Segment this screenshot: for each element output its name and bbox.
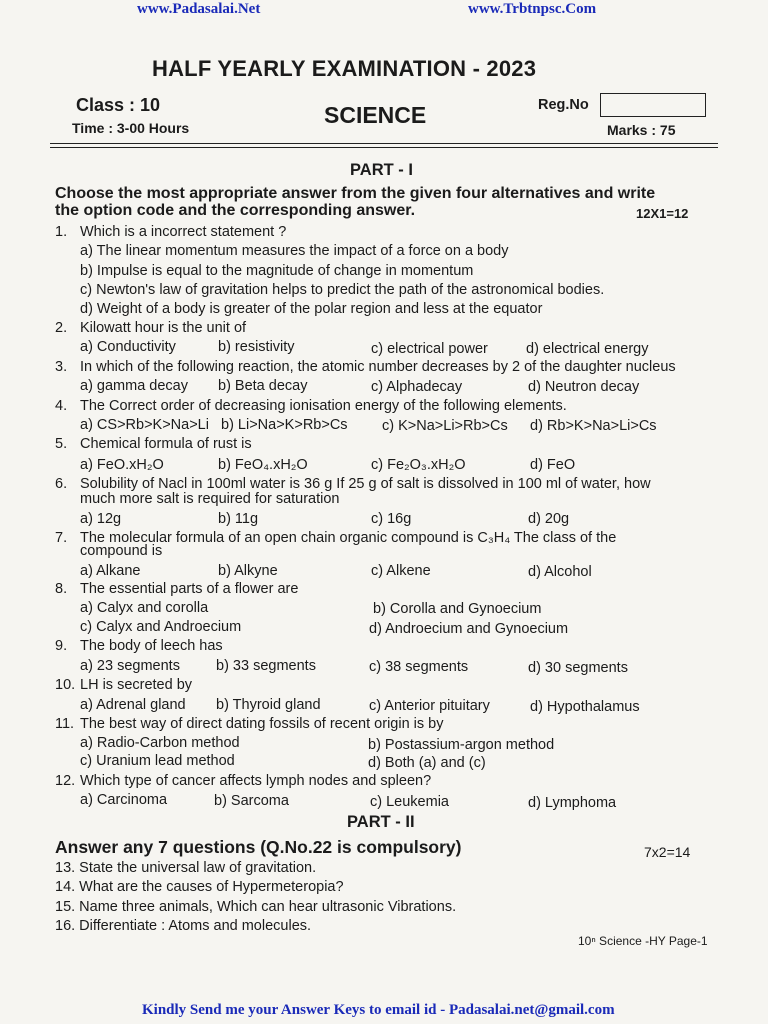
q6-option-d: d) 20g — [528, 511, 570, 527]
header-divider-bottom — [50, 147, 718, 148]
part2-question-16: 16. Differentiate : Atoms and molecules. — [55, 918, 312, 934]
part2-question-15: 15. Name three animals, Which can hear ultrasonic Vibrations. — [55, 899, 457, 915]
q3-text: In which of the following reaction, the atomic number decreases by 2 of the daughter nucleus — [80, 359, 676, 375]
q12-option-b: b) Sarcoma — [214, 793, 289, 809]
header-divider-top — [50, 143, 718, 144]
q6-option-b: b) 11g — [218, 511, 259, 527]
q6-option-a: a) 12g — [80, 511, 122, 527]
q3-option-c: c) Alphadecay — [371, 379, 463, 395]
class-label: Class : 10 — [76, 95, 161, 115]
q1-option-c: c) Newton's law of gravitation helps to predict the path of the astronomical bodies. — [80, 282, 605, 298]
bottom-email-link[interactable]: Kindly Send me your Answer Keys to email id - Padasalai.net@gmail.com — [142, 1002, 615, 1018]
q7-option-c: c) Alkene — [371, 563, 431, 579]
part1-instruction-line1: Choose the most appropriate answer from the given four alternatives and write — [55, 185, 656, 202]
q7-text: The molecular formula of an open chain organic compound is C₃H₄ The class of the — [80, 530, 617, 546]
q5-option-b: b) FeO₄.xH₂O — [218, 457, 308, 473]
q10-number: 10. — [55, 677, 76, 693]
q8-number: 8. — [55, 581, 68, 597]
q7-option-b: b) Alkyne — [218, 563, 278, 579]
q10-option-a: a) Adrenal gland — [80, 697, 186, 713]
q5-text: Chemical formula of rust is — [80, 436, 252, 452]
part2-instruction: Answer any 7 questions (Q.No.22 is compulsory) — [55, 837, 462, 857]
q1-option-b: b) Impulse is equal to the magnitude of change in momentum — [80, 263, 474, 279]
q7-option-d: d) Alcohol — [528, 564, 592, 580]
q6-option-c: c) 16g — [371, 511, 412, 527]
top-link-trbtnpsc[interactable]: www.Trbtnpsc.Com — [468, 1, 597, 17]
q10-option-d: d) Hypothalamus — [530, 699, 640, 715]
q12-option-a: a) Carcinoma — [80, 792, 168, 808]
top-link-padasalai[interactable]: www.Padasalai.Net — [137, 1, 261, 17]
q3-option-a: a) gamma decay — [80, 378, 188, 394]
q4-option-b: b) Li>Na>K>Rb>Cs — [221, 417, 348, 433]
q2-option-a: a) Conductivity — [80, 339, 176, 355]
q2-option-d: d) electrical energy — [526, 341, 649, 357]
q4-text: The Correct order of decreasing ionisation energy of the following elements. — [80, 398, 567, 414]
q4-option-a: a) CS>Rb>K>Na>Li — [80, 417, 209, 433]
q1-option-d: d) Weight of a body is greater of the polar region and less at the equator — [80, 301, 543, 317]
part1-heading: PART - I — [350, 161, 413, 179]
q1-text: Which is a incorrect statement ? — [80, 224, 287, 240]
reg-no-label: Reg.No — [538, 97, 589, 113]
q9-number: 9. — [55, 638, 68, 654]
q6-text: Solubility of Nacl in 100ml water is 36 g If 25 g of salt is dissolved in 100 ml of water, how — [80, 476, 651, 492]
part1-marks: 12X1=12 — [636, 206, 689, 221]
q11-option-c: c) Uranium lead method — [80, 753, 235, 769]
part2-question-14: 14. What are the causes of Hypermeteropia? — [55, 879, 344, 895]
q12-number: 12. — [55, 773, 76, 789]
page-footer: 10ⁿ Science -HY Page-1 — [578, 934, 708, 948]
q8-option-b: b) Corolla and Gynoecium — [373, 601, 542, 617]
q5-option-a: a) FeO.xH₂O — [80, 457, 164, 473]
q4-option-c: c) K>Na>Li>Rb>Cs — [382, 418, 508, 434]
q9-option-a: a) 23 segments — [80, 658, 180, 674]
q9-text: The body of leech has — [80, 638, 223, 654]
part2-heading: PART - II — [347, 813, 415, 831]
q8-option-d: d) Androecium and Gynoecium — [369, 621, 569, 637]
marks-label: Marks : 75 — [607, 122, 676, 138]
q5-number: 5. — [55, 436, 68, 452]
q6-number: 6. — [55, 476, 68, 492]
q9-option-d: d) 30 segments — [528, 660, 628, 676]
q12-option-c: c) Leukemia — [370, 794, 449, 810]
q12-text: Which type of cancer affects lymph nodes and spleen? — [80, 773, 432, 789]
q11-number: 11. — [55, 716, 75, 732]
q11-option-d: d) Both (a) and (c) — [368, 755, 486, 771]
time-label: Time : 3-00 Hours — [72, 120, 190, 136]
q11-option-b: b) Postassium-argon method — [368, 737, 555, 753]
q9-option-c: c) 38 segments — [369, 659, 469, 675]
q3-number: 3. — [55, 359, 68, 375]
q5-option-d: d) FeO — [530, 457, 576, 473]
subject-title: SCIENCE — [324, 102, 427, 128]
q1-option-a: a) The linear momentum measures the impact of a force on a body — [80, 243, 509, 259]
q10-option-b: b) Thyroid gland — [216, 697, 321, 713]
part1-instruction-line2: the option code and the corresponding answer. — [55, 202, 416, 219]
q7-option-a: a) Alkane — [80, 563, 141, 579]
q3-option-b: b) Beta decay — [218, 378, 308, 394]
q2-option-b: b) resistivity — [218, 339, 295, 355]
reg-no-box — [600, 93, 706, 117]
q6-text-cont: much more salt is required for saturation — [80, 491, 340, 507]
q1-number: 1. — [55, 224, 68, 240]
q9-option-b: b) 33 segments — [216, 658, 316, 674]
q10-text: LH is secreted by — [80, 677, 193, 693]
q4-option-d: d) Rb>K>Na>Li>Cs — [530, 418, 657, 434]
q11-option-a: a) Radio-Carbon method — [80, 735, 240, 751]
q3-option-d: d) Neutron decay — [528, 379, 640, 395]
q10-option-c: c) Anterior pituitary — [369, 698, 490, 714]
q8-option-a: a) Calyx and corolla — [80, 600, 209, 616]
q2-text: Kilowatt hour is the unit of — [80, 320, 247, 336]
part2-question-13: 13. State the universal law of gravitation. — [55, 860, 317, 876]
exam-title: HALF YEARLY EXAMINATION - 2023 — [152, 56, 537, 81]
q12-option-d: d) Lymphoma — [528, 795, 617, 811]
q2-option-c: c) electrical power — [371, 341, 488, 357]
q8-text: The essential parts of a flower are — [80, 581, 299, 597]
q7-text-cont: compound is — [80, 543, 163, 559]
q8-option-c: c) Calyx and Androecium — [80, 619, 242, 635]
q7-number: 7. — [55, 530, 68, 546]
q4-number: 4. — [55, 398, 68, 414]
part2-marks: 7x2=14 — [644, 844, 691, 860]
q5-option-c: c) Fe₂O₃.xH₂O — [371, 457, 466, 473]
q11-text: The best way of direct dating fossils of recent origin is by — [80, 716, 444, 732]
q2-number: 2. — [55, 320, 68, 336]
